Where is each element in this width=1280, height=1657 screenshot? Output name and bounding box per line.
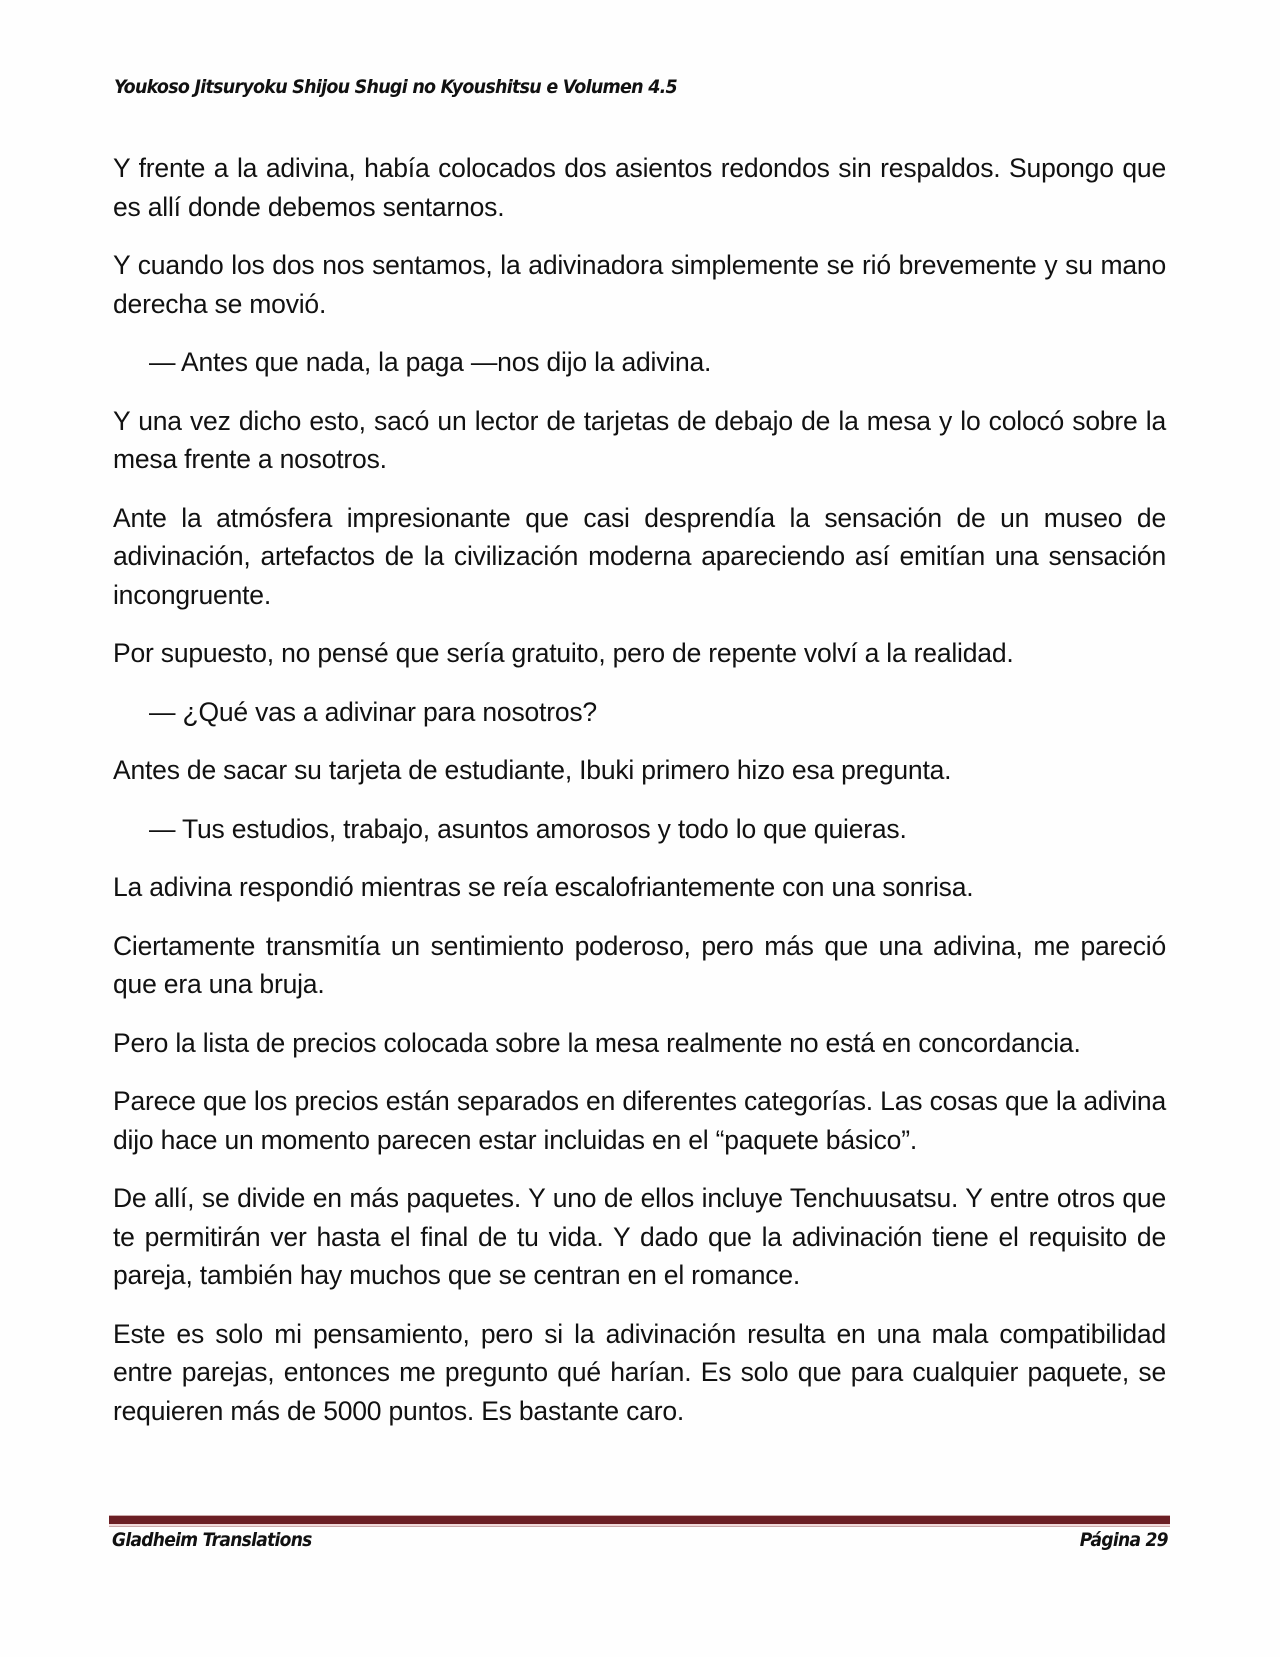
paragraph: Por supuesto, no pensé que sería gratuito, pero de repente volví a la realidad. bbox=[113, 638, 1014, 668]
paragraph: Ante la atmósfera impresionante que casi desprendía la sensación de un museo de adivinación, artefactos de la civilización moderna apareciendo así emitían una sensación incongruente. bbox=[113, 502, 1166, 610]
paragraph: Pero la lista de precios colocada sobre la mesa realmente no está en concordancia. bbox=[113, 1027, 1081, 1058]
paragraph: Y cuando los dos nos sentamos, la adivinadora simplemente se rió brevemente y su mano derecha se movió. bbox=[113, 250, 1166, 319]
paragraph: Antes de sacar su tarjeta de estudiante, Ibuki primero hizo esa pregunta. bbox=[113, 755, 952, 785]
paragraph: Y una vez dicho esto, sacó un lector de tarjetas de debajo de la mesa y lo colocó sobre la mesa frente a nosotros. bbox=[113, 405, 1166, 474]
paragraph: Y frente a la adivina, había colocados dos asientos redondos sin respaldos. Supongo que es allí donde debemos sentarnos. bbox=[113, 153, 1166, 222]
paragraph: La adivina respondió mientras se reía escalofriantemente con una sonrisa. bbox=[113, 872, 974, 902]
footer-translator-credit: Gladheim Translations bbox=[112, 1529, 312, 1551]
footer-page-number: Página 29 bbox=[1079, 1529, 1168, 1551]
paragraph: Este es solo mi pensamiento, pero si la adivinación resulta en una mala compatibilidad entre parejas, entonces me pregunto qué harían. Es solo que para cualquier paquete, se requieren más de 5000 puntos. Es bastante caro. bbox=[113, 1318, 1166, 1426]
paragraph: Ciertamente transmitía un sentimiento poderoso, pero más que una adivina, me pareció que era una bruja. bbox=[113, 930, 1166, 999]
running-header-title: Youkoso Jitsuryoku Shijou Shugi no Kyoushitsu e Volumen 4.5 bbox=[114, 76, 677, 98]
body-text bbox=[113, 149, 1166, 1450]
paragraph: Parece que los precios están separados en diferentes categorías. Las cosas que la adivina dijo hace un momento parecen estar incluidas en el “paquete básico”. bbox=[113, 1086, 1166, 1155]
dialogue-line: — ¿Qué vas a adivinar para nosotros? bbox=[149, 696, 597, 727]
dialogue-line: — Tus estudios, trabajo, asuntos amorosos y todo lo que quieras. bbox=[149, 813, 907, 844]
dialogue-line: — Antes que nada, la paga —nos dijo la adivina. bbox=[149, 347, 712, 377]
footer-divider bbox=[109, 1515, 1170, 1527]
paragraph: De allí, se divide en más paquetes. Y uno de ellos incluye Tenchuusatsu. Y entre otros que te permitirán ver hasta el final de tu vida. Y dado que la adivinación tiene el requisito de pareja, también hay muchos que se centran en el romance. bbox=[113, 1183, 1166, 1290]
